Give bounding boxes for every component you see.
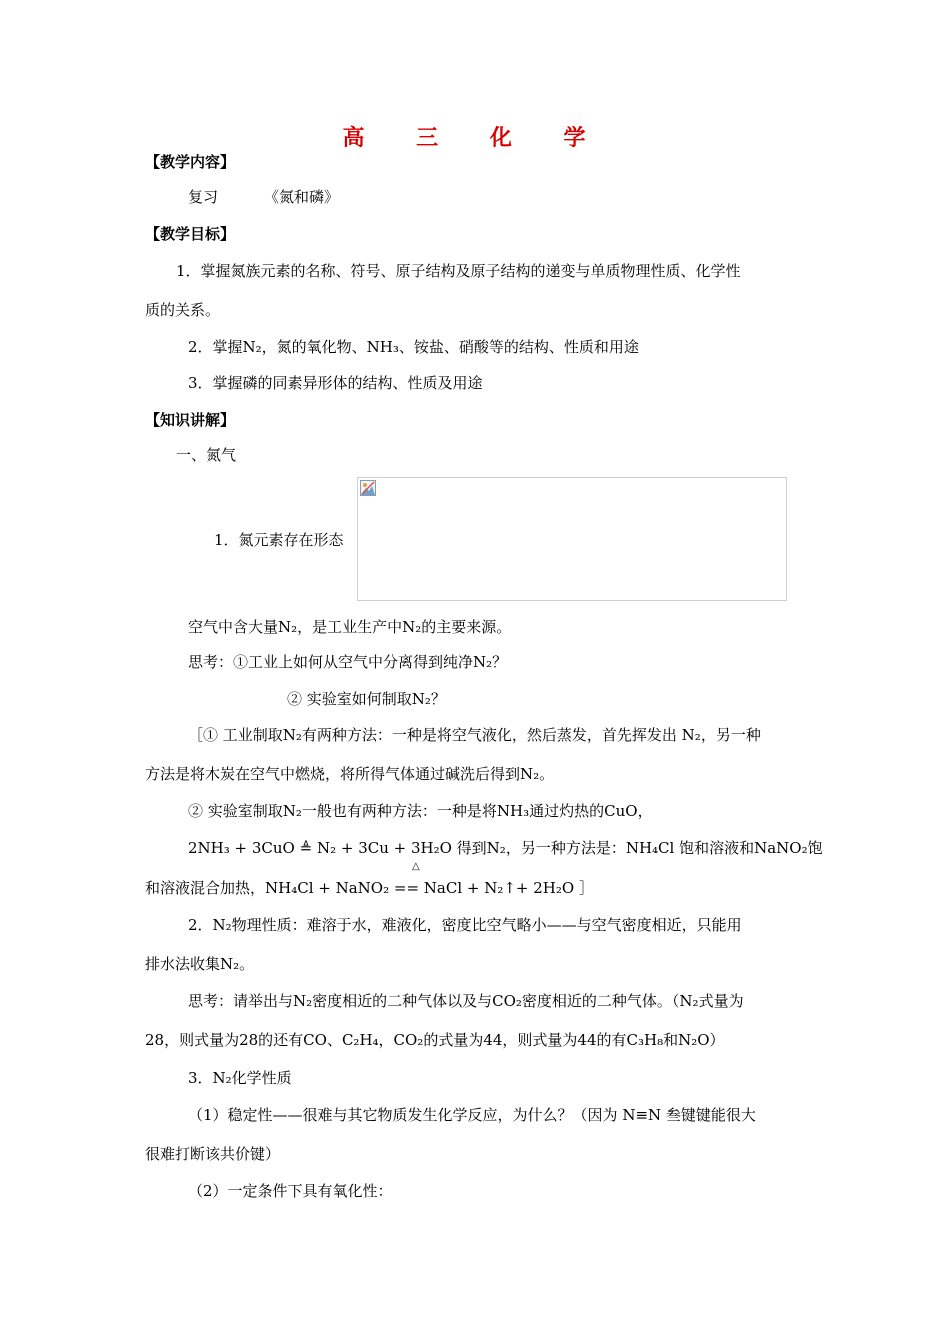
section-heading-content: 【教学内容】 bbox=[145, 153, 236, 171]
goal-3: 3．掌握磷的同素异形体的结构、性质及用途 bbox=[188, 374, 483, 392]
goal-1-line-1: 1．掌握氮族元素的名称、符号、原子结构及原子结构的递变与单质物理性质、化学性 bbox=[176, 262, 741, 280]
content-review: 复习 bbox=[188, 188, 219, 206]
body-line-10: 排水法收集N₂。 bbox=[145, 955, 255, 973]
content-topic: 《氮和磷》 bbox=[264, 188, 340, 206]
body-line-1: 空气中含大量N₂，是工业生产中N₂的主要来源。 bbox=[188, 618, 512, 636]
section-heading-knowledge: 【知识讲解】 bbox=[145, 411, 236, 429]
section-heading-goals: 【教学目标】 bbox=[145, 225, 236, 243]
body-line-15: 很难打断该共价键） bbox=[145, 1145, 281, 1163]
image-placeholder bbox=[357, 477, 787, 601]
body-line-7-equation: 2NH₃ + 3CuO ≜ N₂ + 3Cu + 3H₂O 得到N₂，另一种方法是：NH₄Cl 饱和溶液和NaNO₂饱 bbox=[188, 839, 823, 857]
heating-delta-mark: △ bbox=[412, 861, 420, 872]
body-line-12: 28，则式量为28的还有CO、C₂H₄，CO₂的式量为44，则式量为44的有C₃H₈和N₂O） bbox=[145, 1031, 725, 1049]
body-line-8-equation: 和溶液混合加热，NH₄Cl + NaNO₂ == NaCl + N₂↑+ 2H₂O ］ bbox=[145, 879, 594, 897]
body-line-13: 3．N₂化学性质 bbox=[188, 1069, 292, 1087]
body-line-4: ［① 工业制取N₂有两种方法：一种是将空气液化，然后蒸发，首先挥发出 N₂，另一种 bbox=[188, 726, 761, 744]
page-title: 高 三 化 学 bbox=[342, 126, 608, 151]
body-line-3: ② 实验室如何制取N₂？ bbox=[287, 690, 446, 708]
body-line-11: 思考：请举出与N₂密度相近的二种气体以及与CO₂密度相近的二种气体。（N₂式量为 bbox=[188, 992, 744, 1010]
body-line-16: （2）一定条件下具有氧化性： bbox=[188, 1182, 393, 1200]
item-1-heading: 1．氮元素存在形态 bbox=[214, 531, 344, 549]
body-line-2: 思考：①工业上如何从空气中分离得到纯净N₂？ bbox=[188, 653, 508, 671]
body-line-6: ② 实验室制取N₂一般也有两种方法：一种是将NH₃通过灼热的CuO， bbox=[188, 802, 653, 820]
body-line-14: （1）稳定性——很难与其它物质发生化学反应，为什么？（因为 N≡N 叁键键能很大 bbox=[188, 1106, 756, 1124]
goal-1-line-2: 质的关系。 bbox=[145, 301, 221, 319]
goal-2: 2．掌握N₂，氮的氧化物、NH₃、铵盐、硝酸等的结构、性质和用途 bbox=[188, 338, 639, 356]
body-line-5: 方法是将木炭在空气中燃烧，将所得气体通过碱洗后得到N₂。 bbox=[145, 765, 555, 783]
part-1-heading: 一、氮气 bbox=[176, 446, 237, 464]
broken-image-icon bbox=[360, 480, 376, 496]
body-line-9: 2．N₂物理性质：难溶于水，难液化，密度比空气略小——与空气密度相近，只能用 bbox=[188, 916, 742, 934]
